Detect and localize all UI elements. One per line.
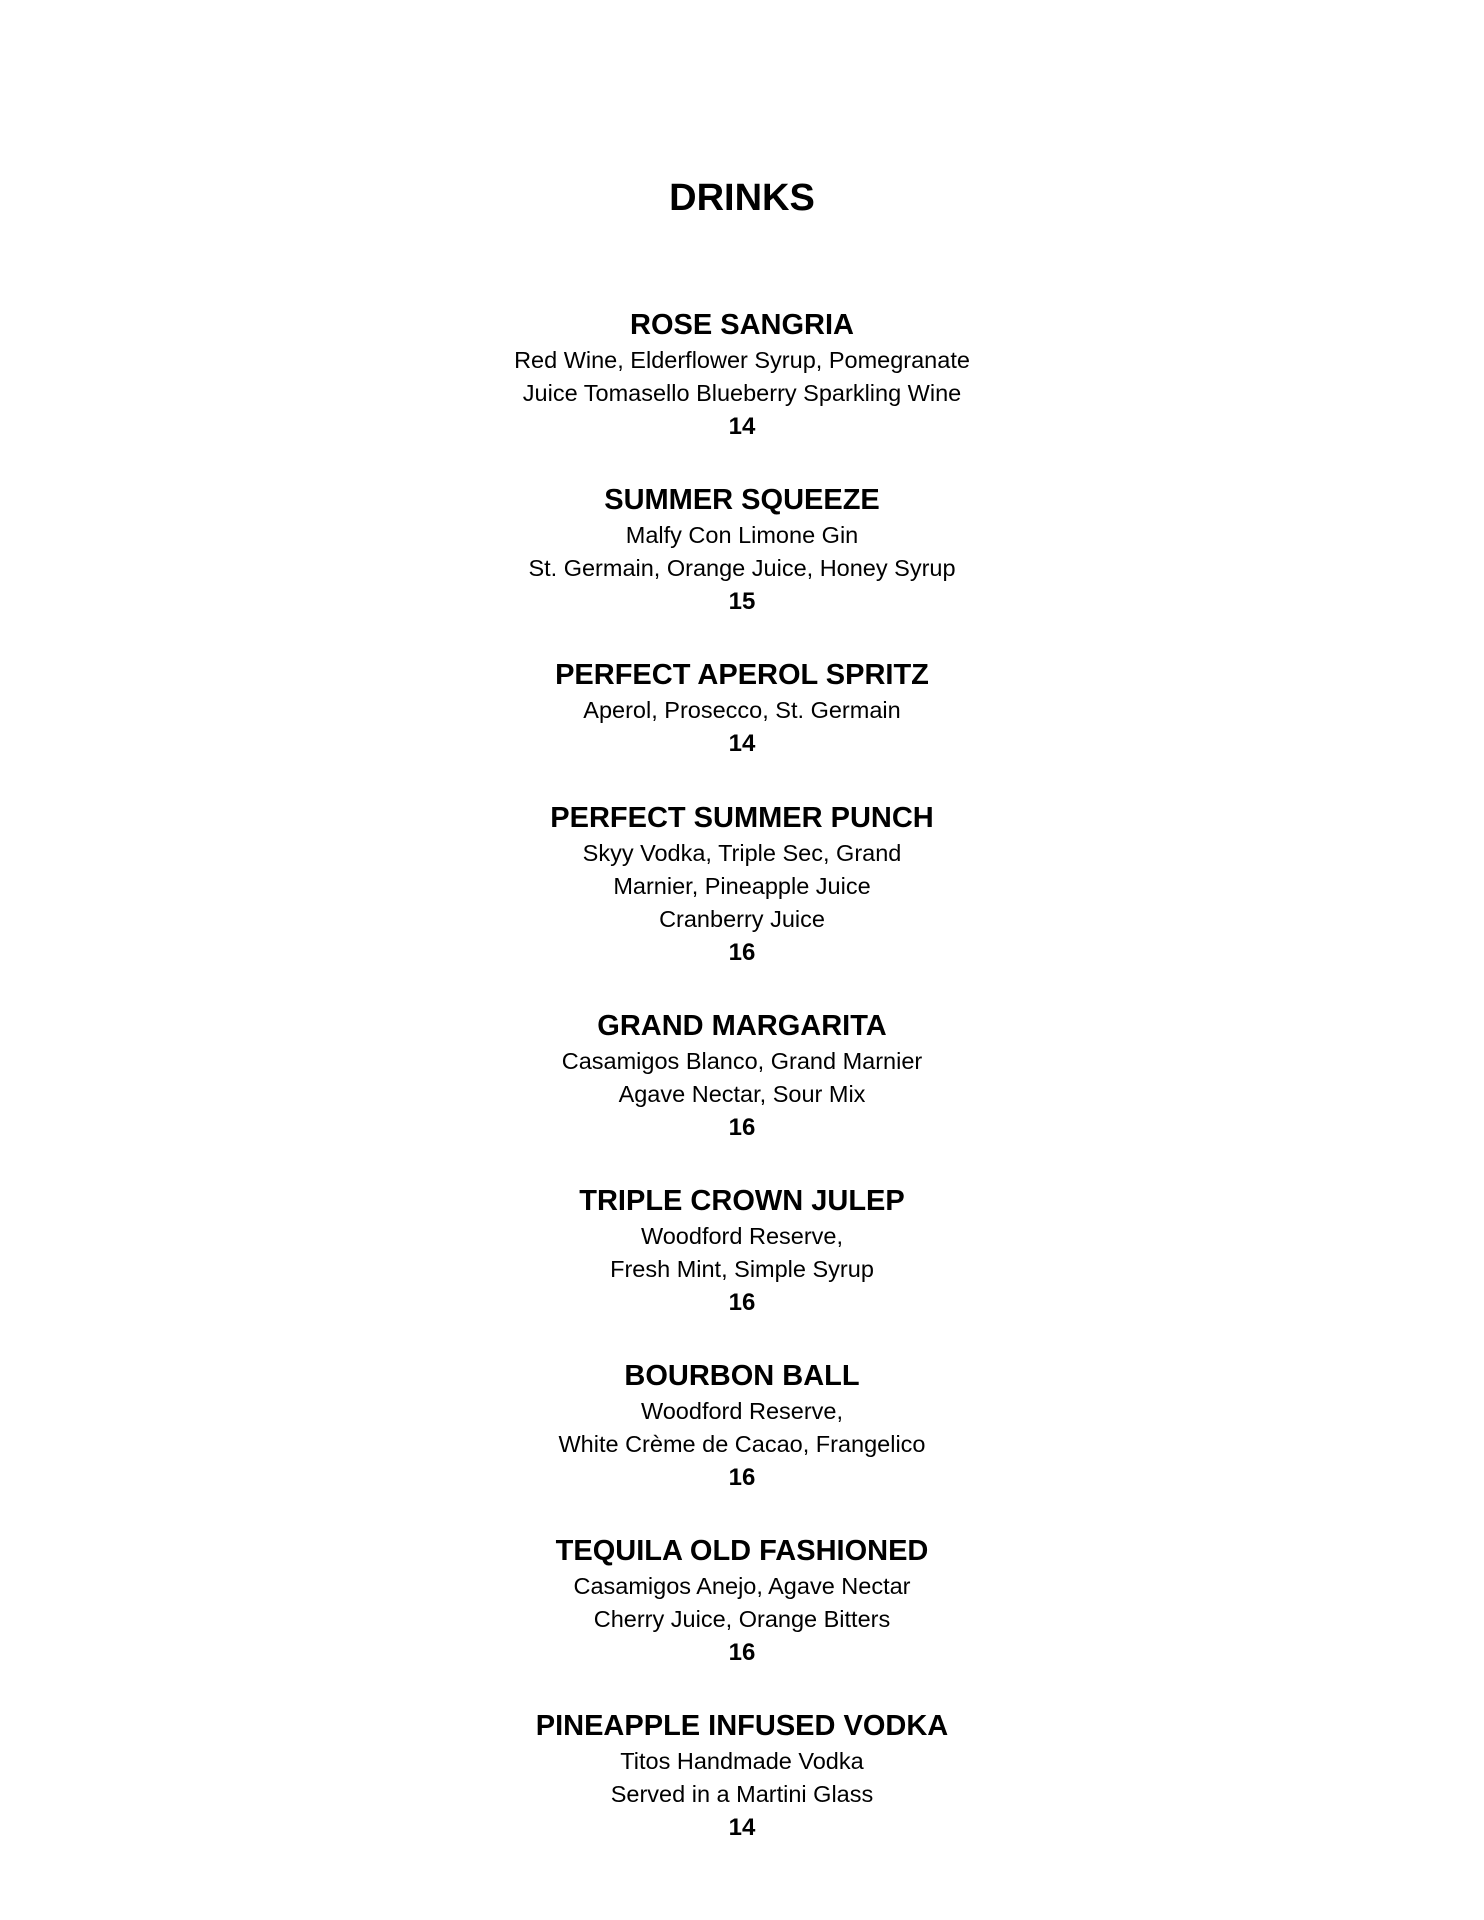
drink-ingredients: Woodford Reserve, [640,1223,844,1249]
drink-ingredients: Casamigos Anejo, Agave Nectar [573,1573,911,1599]
drink-item-perfect-aperol-spritz [0,656,1484,761]
drink-ingredients: Cranberry Juice [659,906,825,932]
drink-ingredients: Agave Nectar, Sour Mix [618,1081,866,1107]
drink-item-rose-sangria [0,306,1484,444]
drink-ingredients: Skyy Vodka, Triple Sec, Grand [582,840,902,866]
drink-ingredients: Served in a Martini Glass [610,1781,874,1807]
drink-ingredients: Juice Tomasello Blueberry Sparkling Wine [522,380,962,406]
drink-item-tequila-old-fashioned [0,1532,1484,1670]
drink-name: ROSE SANGRIA [630,309,854,341]
drink-item-summer-squeeze [0,481,1484,619]
drink-ingredients: Malfy Con Limone Gin [625,522,859,548]
drink-price: 16 [728,1289,756,1316]
drink-price: 14 [728,413,756,440]
drink-item-triple-crown-julep [0,1182,1484,1320]
drink-ingredients: White Crème de Cacao, Frangelico [558,1431,926,1457]
drink-name: TEQUILA OLD FASHIONED [555,1535,929,1567]
drink-ingredients: Fresh Mint, Simple Syrup [610,1256,874,1282]
drink-ingredients: Cherry Juice, Orange Bitters [593,1606,891,1632]
drink-price: 14 [728,730,756,757]
drink-item-bourbon-ball [0,1357,1484,1495]
drink-item-perfect-summer-punch [0,799,1484,970]
drink-ingredients: Red Wine, Elderflower Syrup, Pomegranate [514,347,970,373]
drink-name: SUMMER SQUEEZE [604,484,880,516]
drink-price: 15 [728,588,756,615]
drink-ingredients: Woodford Reserve, [640,1398,844,1424]
drink-price: 16 [728,1114,756,1141]
drink-ingredients: Marnier, Pineapple Juice [613,873,871,899]
drink-name: PERFECT SUMMER PUNCH [550,802,934,834]
drink-name: PERFECT APEROL SPRITZ [555,659,929,691]
drink-name: TRIPLE CROWN JULEP [579,1185,905,1217]
drink-price: 16 [728,1639,756,1666]
drink-price: 16 [728,939,756,966]
drink-price: 16 [728,1464,756,1491]
drink-price: 14 [728,1814,756,1841]
drink-ingredients: Aperol, Prosecco, St. Germain [583,697,901,723]
menu-title: DRINKS [669,177,815,219]
drink-name: BOURBON BALL [624,1360,860,1392]
drink-name: PINEAPPLE INFUSED VODKA [535,1710,949,1742]
drink-name: GRAND MARGARITA [597,1010,887,1042]
drink-ingredients: Casamigos Blanco, Grand Marnier [561,1048,923,1074]
drink-item-pineapple-infused-vodka [0,1707,1484,1845]
drink-ingredients: St. Germain, Orange Juice, Honey Syrup [528,555,956,581]
drink-item-grand-margarita [0,1007,1484,1145]
drink-ingredients: Titos Handmade Vodka [620,1748,864,1774]
